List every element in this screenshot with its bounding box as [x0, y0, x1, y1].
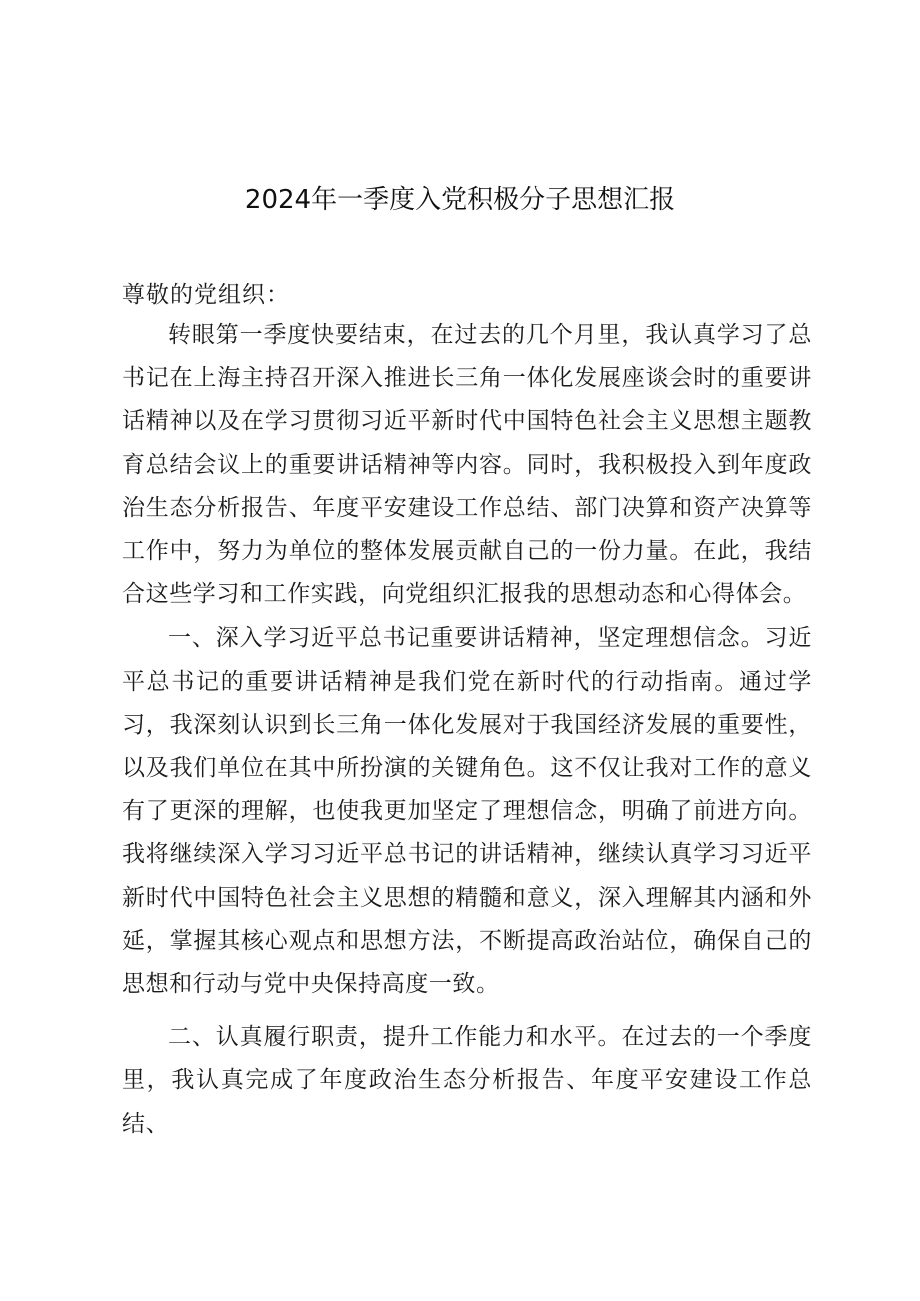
document-title: 2024年一季度入党积极分子思想汇报 [244, 185, 676, 215]
document-body [122, 277, 812, 1146]
salutation: 尊敬的党组织： [122, 282, 290, 308]
paragraph-intro: 转眼第一季度快要结束，在过去的几个月里，我认真学习了总书记在上海主持召开深入推进长三角一体化发展座谈会时的重要讲话精神以及在学习贯彻习近平新时代中国特色社会主义思想主题教育总结会议上的重要讲话精神等内容。同时，我积极投入到年度政治生态分析报告、年度平安建设工作总结、部门决算和资产决算等工作中，努力为单位的整体发展贡献自己的一份力量。在此，我结合这些学习和工作实践，向党组织汇报我的思想动态和心得体会。 [122, 322, 812, 608]
paragraph-section-one: 一、深入学习近平总书记重要讲话精神，坚定理想信念。习近平总书记的重要讲话精神是我们党在新时代的行动指南。通过学习，我深刻认识到长三角一体化发展对于我国经济发展的重要性，以及我们单位在其中所扮演的关键角色。这不仅让我对工作的意义有了更深的理解，也使我更加坚定了理想信念，明确了前进方向。我将继续深入学习习近平总书记的讲话精神，继续认真学习习近平新时代中国特色社会主义思想的精髓和意义，深入理解其内涵和外延，掌握其核心观点和思想方法，不断提高政治站位，确保自己的思想和行动与党中央保持高度一致。 [122, 625, 812, 998]
paragraph-section-two: 二、认真履行职责，提升工作能力和水平。在过去的一个季度里，我认真完成了年度政治生态分析报告、年度平安建设工作总结、 [122, 1024, 812, 1137]
